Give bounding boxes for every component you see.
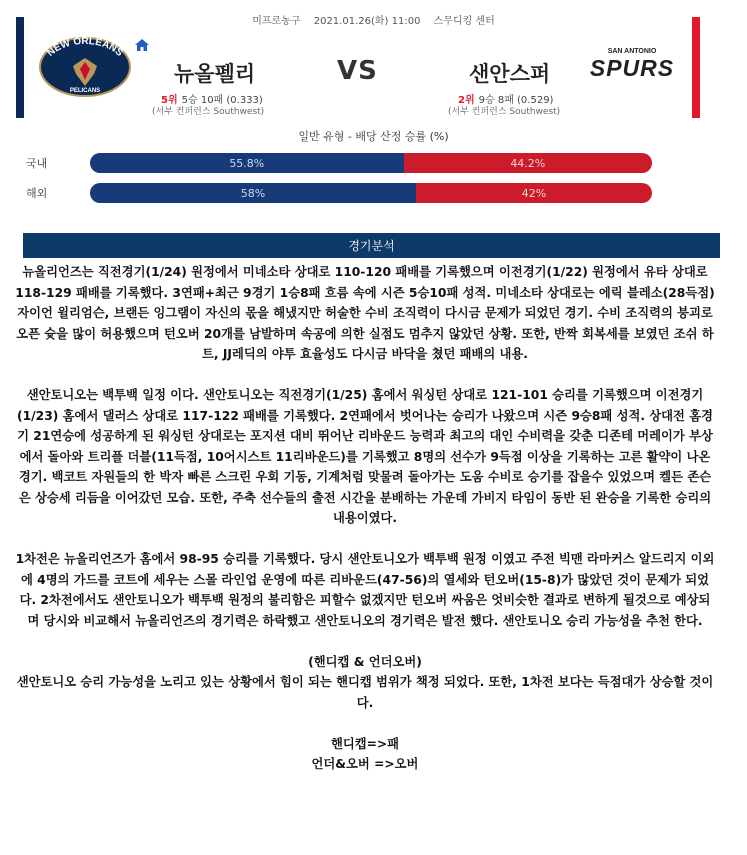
away-color-bar — [692, 17, 700, 118]
svg-text:NEW ORLEANS: NEW ORLEANS — [45, 36, 125, 59]
handicap-heading: (핸디캡 & 언더오버) — [308, 654, 422, 669]
odds-title: 일반 유형 - 배당 산정 승률 (%) — [298, 130, 449, 143]
analysis-body — [14, 262, 716, 775]
analysis-paragraph-away: 샌안토니오는 백투백 일정 이다. 샌안토니오는 직전경기(1/25) 홈에서 워싱턴 상대로 121-101 승리를 기록했으며 이전경기(1/23) 홈에서 댈러스 상대로 117-122 패배를 기록했다. 2연패에서 벗어나는 승리가 나왔으며 시즌 9승8패 성적. 상대전 홈경기 21연승에 성공하게 된 워싱턴 상대로는 포지션 대비 뛰어난 리바운드 능력과 최고의 대인 수비력을 갖춘 디존테 머레이가 부상에서 돌아와 트리플 더블(11득점, 10어시스트 11리바운드)를 기록했고 8명의 선수가 9득점 이상을 기록하는 고른 활약이 나온 경기. 백코트 자원들의 한 박자 빠른 스크린 우회 기동, 기계처럼 맞물려 돌아가는 도움 수비로 승기를 잡을수 있었으며 켈든 존슨은 상승세 리듬을 이어갔던 모습. 또한, 주축 선수들의 출전 시간을 분배하는 가운데 가비지 타임이 동반 된 완승을 기록한 승리의 내용이였다. — [17, 388, 713, 525]
vs-label: VS — [337, 56, 378, 86]
analysis-paragraph-home: 뉴올리언즈는 직전경기(1/24) 원정에서 미네소타 상대로 110-120 패배를 기록했으며 이전경기(1/22) 원정에서 유타 상대로 118-129 패배를 기록했다. 3연패+최근 9경기 1승8패 흐름 속에 시즌 5승10패 성적. 미네소타 상대로는 에릭 블레소(28득점) 자이언 윌리엄슨, 브랜든 잉그램이 자신의 몫을 해냈지만 허술한 수비 조직력이 다시금 문제가 되었던 경기. 수비 조직력의 붕괴로 오픈 슛을 많이 허용했으며 턴오버 20개를 남발하며 속공에 의한 실점도 멈추지 않았던 상황. 또한, 반짝 회복세를 보였던 조쉬 하트, JJ레딕의 야투 효율성도 다시금 바닥을 쳤던 패배의 내용. — [15, 265, 715, 361]
home-icon — [134, 38, 150, 52]
svg-text:SAN ANTONIO: SAN ANTONIO — [607, 48, 657, 55]
match-meta — [0, 12, 747, 27]
spurs-logo — [584, 45, 680, 81]
home-rank: 5위 — [161, 95, 178, 106]
odds-away-domestic: 44.2% — [404, 153, 652, 173]
away-rank: 2위 — [458, 95, 475, 106]
odds-bar-domestic — [90, 153, 652, 173]
odds-label-domestic: 국내 — [26, 157, 48, 170]
home-color-bar — [16, 17, 24, 118]
away-conference: (서부 컨퍼런스 Southwest) — [448, 107, 561, 117]
pick-overunder: 언더&오버 =>오버 — [311, 757, 419, 771]
analysis-paragraph-prediction: 1차전은 뉴올리언즈가 홈에서 98-95 승리를 기록했다. 당시 샌안토니오가 백투백 원정 이였고 주전 빅맨 라마커스 알드리지 이외에 4명의 가드를 코트에 세우는 스몰 라인업 운영에 따른 리바운드(47-56)의 열세와 턴오버(15-8)가 많았던 것이 문제가 되었다. 2차전에서도 샌안토니오가 백투백 원정의 불리함은 피할수 없겠지만 턴오버 싸움은 엇비슷한 결과로 변하게 될것으로 예상되며 당시와 비교해서 뉴올리언즈의 경기력은 하락했고 샌안토니오의 경기력은 발전 했다. 샌안토니오 승리 가능성을 추천 한다. — [15, 552, 715, 628]
odds-away-overseas: 42% — [416, 183, 652, 203]
venue-name: 스무디킹 센터 — [433, 16, 495, 27]
away-team-name: 샌안스퍼 — [469, 62, 551, 86]
odds-bar-overseas — [90, 183, 652, 203]
analysis-paragraph-handicap: 샌안토니오 승리 가능성을 노리고 있는 상황에서 힘이 되는 핸디캡 범위가 책정 되었다. 또한, 1차전 보다는 득점대가 상승할 것이다. — [16, 675, 714, 710]
home-team-name: 뉴올펠리 — [174, 62, 256, 86]
league-name: 미프로농구 — [252, 16, 301, 27]
svg-text:SPURS: SPURS — [589, 55, 675, 81]
match-datetime: 2021.01.26(화) 11:00 — [313, 16, 421, 27]
odds-label-overseas: 해외 — [26, 187, 48, 200]
home-win-loss: 5승 10패 (0.333) — [181, 95, 263, 106]
away-win-loss: 9승 8패 (0.529) — [478, 95, 554, 106]
home-conference: (서부 컨퍼런스 Southwest) — [152, 107, 265, 117]
svg-text:PELICANS: PELICANS — [69, 88, 101, 94]
odds-row-overseas — [26, 183, 652, 203]
pick-handicap: 핸디캡=>패 — [330, 736, 400, 751]
pelicans-logo — [38, 36, 132, 98]
odds-home-domestic: 55.8% — [90, 153, 404, 173]
odds-home-overseas: 58% — [90, 183, 416, 203]
odds-row-domestic — [26, 153, 652, 173]
analysis-header: 경기분석 — [23, 233, 720, 258]
